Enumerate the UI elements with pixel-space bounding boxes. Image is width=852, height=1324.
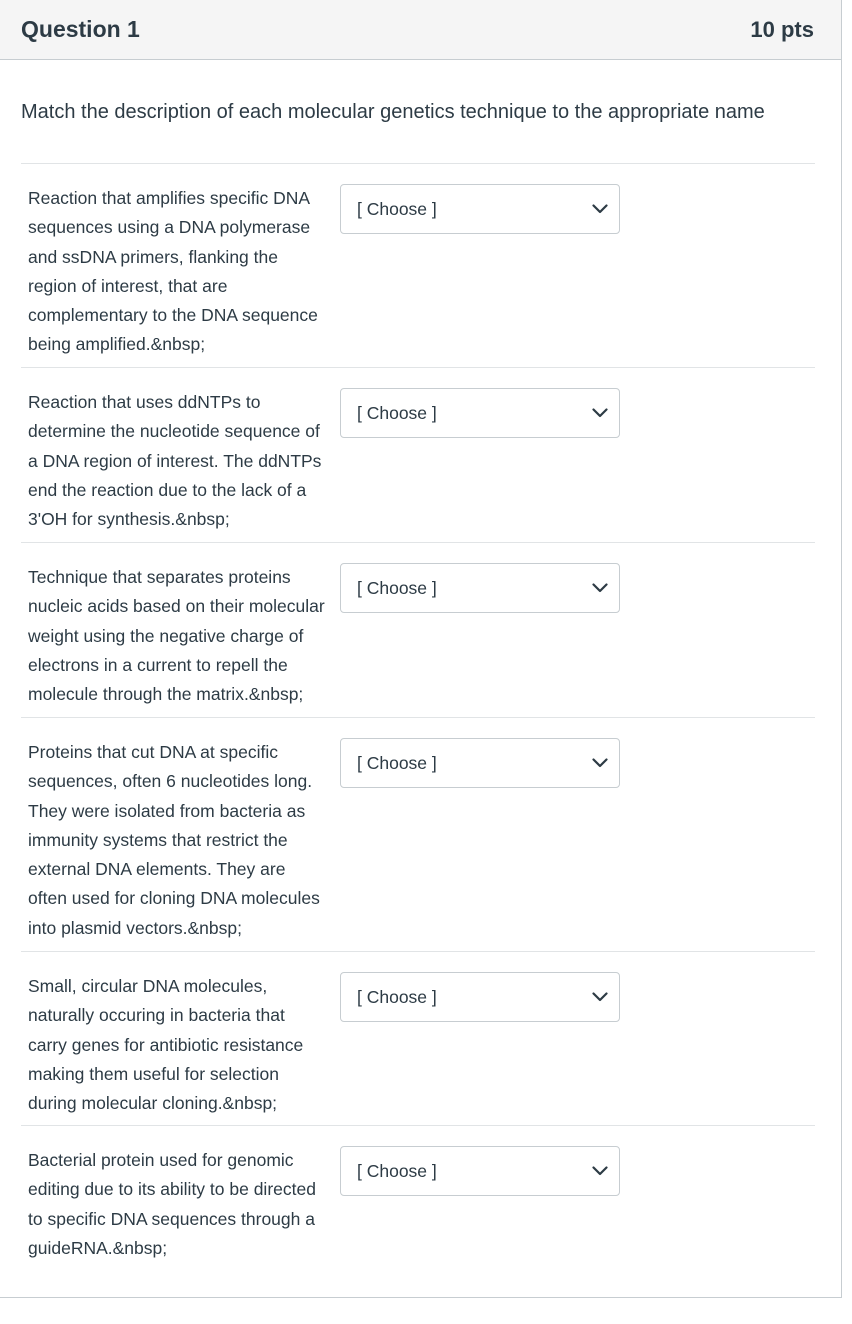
description-line: Proteins that cut DNA at specific — [28, 742, 278, 762]
description-line: 3'OH for synthesis.&nbsp; — [28, 509, 230, 530]
match-description — [28, 738, 340, 943]
divider — [21, 163, 815, 164]
question-prompt: Match the description of each molecular genetics technique to the appropriate name — [21, 101, 765, 123]
divider — [21, 367, 815, 368]
description-line: to specific DNA sequences through a — [28, 1208, 315, 1229]
answer-select-6[interactable] — [340, 1146, 620, 1196]
select-value: [ Choose ] — [357, 986, 437, 1007]
divider — [21, 1125, 815, 1126]
chevron-down-icon — [591, 407, 609, 419]
description-line: guideRNA.&nbsp; — [28, 1237, 168, 1258]
chevron-down-icon — [591, 582, 609, 594]
description-line: Small, circular DNA molecules, — [28, 976, 268, 996]
description-line: making them useful for selection — [28, 1063, 279, 1084]
description-line: a DNA region of interest. The ddNTPs — [28, 450, 322, 471]
description-line: Bacterial protein used for genomic — [28, 1150, 294, 1170]
description-line: naturally occuring in bacteria that — [28, 1005, 285, 1026]
match-description — [28, 184, 340, 360]
select-value: [ Choose ] — [357, 1160, 437, 1181]
description-line: sequences using a DNA polymerase — [28, 217, 311, 238]
match-description — [28, 563, 340, 709]
select-value: [ Choose ] — [357, 402, 437, 423]
description-line: editing due to its ability to be directed — [28, 1179, 316, 1200]
question-points: 10 pts — [750, 16, 814, 42]
match-description — [28, 972, 340, 1118]
description-line: Reaction that uses ddNTPs to — [28, 392, 261, 412]
answer-select-2[interactable] — [340, 388, 620, 438]
answer-select-3[interactable] — [340, 563, 620, 613]
chevron-down-icon — [591, 203, 609, 215]
description-line: during molecular cloning.&nbsp; — [28, 1093, 278, 1114]
answer-select-5[interactable] — [340, 972, 620, 1022]
description-line: external DNA elements. They are — [28, 859, 286, 880]
description-line: determine the nucleotide sequence of — [28, 421, 320, 442]
match-description — [28, 1146, 340, 1263]
description-line: molecule through the matrix.&nbsp; — [28, 684, 304, 705]
answer-select-4[interactable] — [340, 738, 620, 788]
description-line: into plasmid vectors.&nbsp; — [28, 917, 242, 938]
description-line: being amplified.&nbsp; — [28, 334, 206, 355]
answer-select-1[interactable] — [340, 184, 620, 234]
question-header — [0, 0, 841, 60]
description-line: They were isolated from bacteria as — [28, 800, 306, 821]
description-line: immunity systems that restrict the — [28, 829, 288, 850]
description-line: and ssDNA primers, flanking the — [28, 246, 278, 267]
question-title: Question 1 — [21, 16, 140, 42]
match-description — [28, 388, 340, 534]
divider — [21, 542, 815, 543]
description-line: Reaction that amplifies specific DNA — [28, 188, 311, 208]
description-line: electrons in a current to repell the — [28, 654, 288, 675]
divider — [21, 717, 815, 718]
select-value: [ Choose ] — [357, 577, 437, 598]
select-value: [ Choose ] — [357, 198, 437, 219]
description-line: Technique that separates proteins — [28, 567, 291, 587]
divider — [21, 951, 815, 952]
description-line: region of interest, that are — [28, 275, 228, 296]
description-line: nucleic acids based on their molecular — [28, 596, 325, 617]
chevron-down-icon — [591, 1165, 609, 1177]
chevron-down-icon — [591, 757, 609, 769]
description-line: often used for cloning DNA molecules — [28, 888, 320, 909]
select-value: [ Choose ] — [357, 752, 437, 773]
chevron-down-icon — [591, 991, 609, 1003]
description-line: weight using the negative charge of — [28, 625, 304, 646]
description-line: end the reaction due to the lack of a — [28, 479, 307, 500]
description-line: complementary to the DNA sequence — [28, 305, 318, 326]
description-line: carry genes for antibiotic resistance — [28, 1034, 304, 1055]
description-line: sequences, often 6 nucleotides long. — [28, 771, 313, 792]
